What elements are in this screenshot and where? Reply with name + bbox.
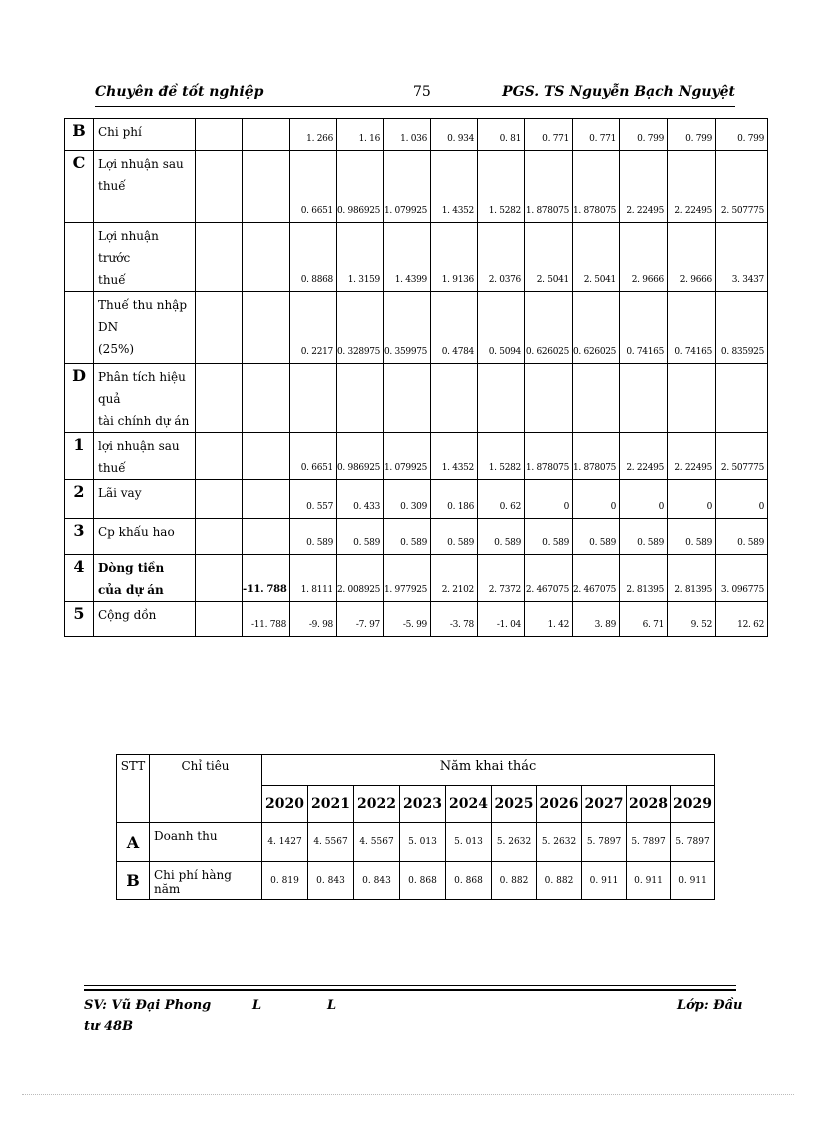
description-line: Thuế thu nhập DN <box>98 298 188 334</box>
value-cell: 0 <box>668 480 716 519</box>
row-label: 1 <box>65 433 94 480</box>
value-cell: 0. 62 <box>478 480 525 519</box>
empty-cell <box>196 602 243 637</box>
value-cell: 0. 868 <box>446 862 492 900</box>
empty-cell <box>196 480 243 519</box>
table-row <box>117 862 715 900</box>
indicator-header: Chỉ tiêu <box>150 755 262 823</box>
header-author: PGS. TS Nguyễn Bạch Nguyệt <box>502 84 735 100</box>
value-cell <box>384 364 431 433</box>
value-cell: 2. 22495 <box>620 433 668 480</box>
row-label: 5 <box>65 602 94 637</box>
table-row <box>65 364 768 433</box>
description-line: Dòng tiền của dự án <box>98 561 165 597</box>
value-cell: 1. 4352 <box>431 151 478 223</box>
table-row <box>117 823 715 862</box>
description-line: Cộng dồn <box>98 608 157 622</box>
row-description <box>94 519 196 555</box>
value-cell: 0. 799 <box>620 119 668 151</box>
year-header: 2026 <box>537 786 582 823</box>
value-cell: -7. 97 <box>337 602 384 637</box>
value-cell: 5. 7897 <box>582 823 627 862</box>
value-cell: -9. 98 <box>290 602 337 637</box>
value-cell: 0. 328975 <box>337 292 384 364</box>
value-cell <box>620 364 668 433</box>
initial-investment-cell <box>243 119 290 151</box>
value-cell: 0. 626025 <box>525 292 573 364</box>
value-cell: 5. 013 <box>400 823 446 862</box>
value-cell: 1. 8111 <box>290 555 337 602</box>
row-label: B <box>117 862 150 900</box>
value-cell: 1. 878075 <box>573 433 620 480</box>
value-cell: 0 <box>716 480 768 519</box>
value-cell: 2. 22495 <box>668 151 716 223</box>
row-description <box>94 602 196 637</box>
row-description: Chi phí hàng năm <box>150 862 262 900</box>
initial-investment-cell <box>243 364 290 433</box>
year-header: 2024 <box>446 786 492 823</box>
value-cell: 1. 977925 <box>384 555 431 602</box>
value-cell: 2. 9666 <box>668 223 716 292</box>
value-cell: 0 <box>573 480 620 519</box>
value-cell: 1. 16 <box>337 119 384 151</box>
empty-cell <box>196 119 243 151</box>
stt-header: STT <box>117 755 150 823</box>
row-description <box>94 119 196 151</box>
year-header: 2020 <box>262 786 308 823</box>
value-cell: 0. 589 <box>384 519 431 555</box>
value-cell: 0. 911 <box>671 862 715 900</box>
value-cell: 0. 799 <box>668 119 716 151</box>
value-cell: 0. 934 <box>431 119 478 151</box>
value-cell: 1. 878075 <box>525 151 573 223</box>
value-cell: 0. 882 <box>537 862 582 900</box>
row-description <box>94 555 196 602</box>
value-cell: 0. 309 <box>384 480 431 519</box>
value-cell: 0. 433 <box>337 480 384 519</box>
table-row <box>65 480 768 519</box>
description-line: Cp khấu hao <box>98 525 175 539</box>
value-cell: 0. 626025 <box>573 292 620 364</box>
value-cell: 0. 589 <box>525 519 573 555</box>
row-description <box>94 151 196 223</box>
value-cell: 1. 5282 <box>478 433 525 480</box>
value-cell: 2. 5041 <box>573 223 620 292</box>
value-cell: 4. 5567 <box>308 823 354 862</box>
footer-rule <box>84 985 736 986</box>
value-cell: 0. 6651 <box>290 433 337 480</box>
value-cell <box>525 364 573 433</box>
row-label: 3 <box>65 519 94 555</box>
row-description <box>94 364 196 433</box>
table-row <box>65 223 768 292</box>
empty-cell <box>196 519 243 555</box>
value-cell: 1. 036 <box>384 119 431 151</box>
value-cell: 2. 2102 <box>431 555 478 602</box>
year-header: 2027 <box>582 786 627 823</box>
value-cell: 0. 911 <box>582 862 627 900</box>
value-cell: 0. 589 <box>337 519 384 555</box>
empty-cell <box>196 433 243 480</box>
value-cell: 0. 589 <box>290 519 337 555</box>
value-cell: 0. 799 <box>716 119 768 151</box>
value-cell: -1. 04 <box>478 602 525 637</box>
table-row <box>65 555 768 602</box>
value-cell: 1. 4399 <box>384 223 431 292</box>
value-cell <box>290 364 337 433</box>
year-header: 2023 <box>400 786 446 823</box>
footer-mark: L <box>252 998 262 1013</box>
row-label: 4 <box>65 555 94 602</box>
value-cell: 0. 74165 <box>620 292 668 364</box>
value-cell: 0. 771 <box>573 119 620 151</box>
table-row <box>65 119 768 151</box>
value-cell: 2. 5041 <box>525 223 573 292</box>
value-cell: 1. 5282 <box>478 151 525 223</box>
value-cell: 0. 8868 <box>290 223 337 292</box>
value-cell: 1. 079925 <box>384 151 431 223</box>
value-cell: 0. 986925 <box>337 433 384 480</box>
row-description <box>94 433 196 480</box>
initial-investment-cell <box>243 480 290 519</box>
value-cell: 5. 7897 <box>671 823 715 862</box>
value-cell: 0. 359975 <box>384 292 431 364</box>
empty-cell <box>196 292 243 364</box>
empty-cell <box>196 555 243 602</box>
value-cell: 1. 3159 <box>337 223 384 292</box>
cash-flow-table <box>64 118 768 637</box>
page-header <box>95 84 735 106</box>
value-cell: 1. 266 <box>290 119 337 151</box>
value-cell: 6. 71 <box>620 602 668 637</box>
table-row <box>65 519 768 555</box>
value-cell: 4. 1427 <box>262 823 308 862</box>
value-cell: 1. 42 <box>525 602 573 637</box>
year-group-header: Năm khai thác <box>262 755 715 786</box>
value-cell: 0. 81 <box>478 119 525 151</box>
table-row <box>65 433 768 480</box>
value-cell: 2. 9666 <box>620 223 668 292</box>
value-cell: 5. 2632 <box>537 823 582 862</box>
initial-investment-cell <box>243 151 290 223</box>
value-cell: 0 <box>525 480 573 519</box>
value-cell: 0. 589 <box>620 519 668 555</box>
footer-mark: L <box>327 998 337 1013</box>
value-cell: 9. 52 <box>668 602 716 637</box>
value-cell: 2. 0376 <box>478 223 525 292</box>
value-cell: 0. 589 <box>478 519 525 555</box>
value-cell: 3. 3437 <box>716 223 768 292</box>
value-cell: 0. 5094 <box>478 292 525 364</box>
row-label <box>65 292 94 364</box>
description-line: thuế <box>98 273 126 287</box>
value-cell: -3. 78 <box>431 602 478 637</box>
table-row <box>65 151 768 223</box>
table-row <box>65 292 768 364</box>
value-cell: 0. 819 <box>262 862 308 900</box>
initial-investment-cell <box>243 433 290 480</box>
value-cell <box>431 364 478 433</box>
empty-cell <box>196 364 243 433</box>
value-cell: 2. 507775 <box>716 151 768 223</box>
value-cell: 5. 013 <box>446 823 492 862</box>
row-description <box>94 223 196 292</box>
value-cell: 5. 2632 <box>492 823 537 862</box>
year-header: 2022 <box>354 786 400 823</box>
description-line: thuế <box>98 179 126 193</box>
year-header: 2021 <box>308 786 354 823</box>
initial-investment-cell <box>243 519 290 555</box>
value-cell: 0. 186 <box>431 480 478 519</box>
value-cell: 3. 89 <box>573 602 620 637</box>
value-cell: 0. 589 <box>668 519 716 555</box>
value-cell: 0. 557 <box>290 480 337 519</box>
value-cell: 0. 911 <box>627 862 671 900</box>
value-cell: 0. 835925 <box>716 292 768 364</box>
description-line: Lợi nhuận sau <box>98 157 184 171</box>
description-line: Lãi vay <box>98 486 142 500</box>
page-number: 75 <box>413 84 431 100</box>
value-cell: 0. 843 <box>308 862 354 900</box>
value-cell <box>337 364 384 433</box>
row-label <box>65 223 94 292</box>
footer-class: Lớp: Đầu <box>677 998 743 1013</box>
initial-investment-cell <box>243 223 290 292</box>
value-cell: 2. 81395 <box>668 555 716 602</box>
footer-class-cont: tư 48B <box>84 1019 134 1034</box>
value-cell: 0. 986925 <box>337 151 384 223</box>
header-rule <box>95 106 735 107</box>
value-cell: 1. 9136 <box>431 223 478 292</box>
value-cell: 0 <box>620 480 668 519</box>
value-cell: 2. 507775 <box>716 433 768 480</box>
value-cell: 0. 589 <box>573 519 620 555</box>
value-cell: 0. 74165 <box>668 292 716 364</box>
page-bottom-border <box>22 1094 794 1095</box>
value-cell <box>573 364 620 433</box>
value-cell: 0. 4784 <box>431 292 478 364</box>
value-cell: 3. 096775 <box>716 555 768 602</box>
value-cell: 2. 467075 <box>573 555 620 602</box>
initial-investment-cell <box>243 292 290 364</box>
row-label: B <box>65 119 94 151</box>
row-description: Doanh thu <box>150 823 262 862</box>
revenue-cost-table <box>116 754 715 900</box>
value-cell: 0. 6651 <box>290 151 337 223</box>
value-cell: 0. 771 <box>525 119 573 151</box>
row-label: C <box>65 151 94 223</box>
footer-student: SV: Vũ Đại Phong <box>84 998 212 1013</box>
value-cell: 1. 079925 <box>384 433 431 480</box>
value-cell: 0. 589 <box>716 519 768 555</box>
row-label: A <box>117 823 150 862</box>
value-cell: 2. 7372 <box>478 555 525 602</box>
table-row <box>65 602 768 637</box>
value-cell <box>478 364 525 433</box>
value-cell: 0. 868 <box>400 862 446 900</box>
initial-investment-cell: -11. 788 <box>243 602 290 637</box>
value-cell: 4. 5567 <box>354 823 400 862</box>
row-label: 2 <box>65 480 94 519</box>
description-line: Lợi nhuận trước <box>98 229 159 265</box>
footer-rule-thick <box>84 989 736 991</box>
value-cell: 2. 22495 <box>620 151 668 223</box>
value-cell: 2. 008925 <box>337 555 384 602</box>
description-line: tài chính dự án <box>98 414 190 428</box>
initial-investment-cell: -11. 788 <box>243 555 290 602</box>
value-cell: 5. 7897 <box>627 823 671 862</box>
empty-cell <box>196 151 243 223</box>
year-header: 2029 <box>671 786 715 823</box>
row-description <box>94 480 196 519</box>
year-header: 2028 <box>627 786 671 823</box>
value-cell: 0. 2217 <box>290 292 337 364</box>
empty-cell <box>196 223 243 292</box>
value-cell: 2. 22495 <box>668 433 716 480</box>
header-title: Chuyên đề tốt nghiệp <box>95 84 264 100</box>
description-line: Chi phí <box>98 125 142 139</box>
row-label: D <box>65 364 94 433</box>
value-cell: 1. 4352 <box>431 433 478 480</box>
value-cell: 12. 62 <box>716 602 768 637</box>
value-cell: 0. 843 <box>354 862 400 900</box>
description-line: Phân tích hiệu quả <box>98 370 186 406</box>
description-line: (25%) <box>98 342 135 356</box>
row-description <box>94 292 196 364</box>
value-cell: -5. 99 <box>384 602 431 637</box>
description-line: lợi nhuận sau thuế <box>98 439 180 475</box>
value-cell: 0. 882 <box>492 862 537 900</box>
value-cell: 1. 878075 <box>573 151 620 223</box>
value-cell <box>716 364 768 433</box>
value-cell: 0. 589 <box>431 519 478 555</box>
value-cell: 1. 878075 <box>525 433 573 480</box>
value-cell <box>668 364 716 433</box>
year-header: 2025 <box>492 786 537 823</box>
value-cell: 2. 467075 <box>525 555 573 602</box>
value-cell: 2. 81395 <box>620 555 668 602</box>
